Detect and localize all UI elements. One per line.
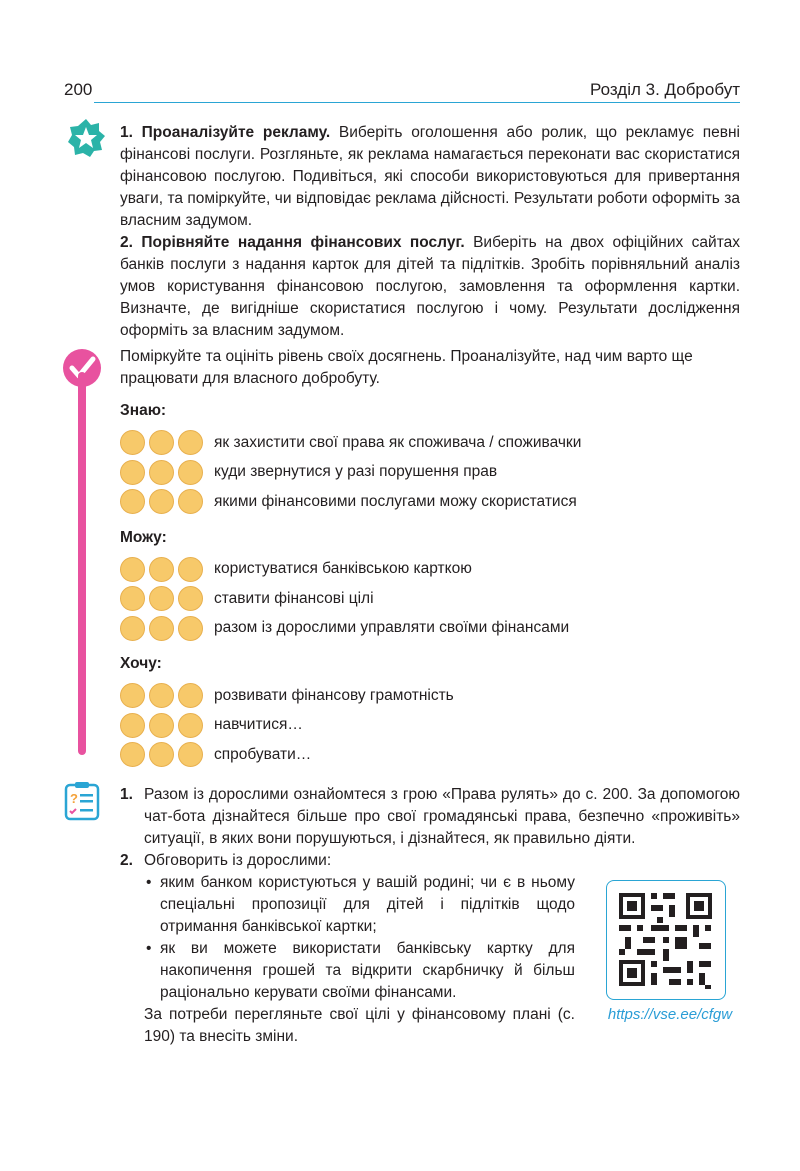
- coin-icon[interactable]: [149, 616, 174, 641]
- can-row: [120, 614, 740, 644]
- clipboard-icon: [63, 781, 101, 821]
- homework-number: 1.: [120, 786, 133, 803]
- homework-text: Разом із дорослими ознайомтеся з грою «Права рулять» до с. 200. За допомогою чат-бота дізнайтеся більше про свої громадянські права, безпечно «проживіть» ситуації, в яких вони порушуються, і дізнайтеся, як правильно діяти.: [144, 786, 740, 847]
- coin-icon[interactable]: [178, 586, 203, 611]
- rating-coins: [120, 742, 214, 767]
- want-item: спробувати…: [214, 745, 312, 763]
- homework-item-2-body: [144, 850, 331, 872]
- coin-icon[interactable]: [120, 586, 145, 611]
- want-row: [120, 740, 740, 770]
- homework-item-2: [120, 850, 575, 872]
- want-row: [120, 711, 740, 741]
- know-title: Знаю:: [120, 402, 167, 419]
- tasks-block: [120, 122, 740, 342]
- coin-icon[interactable]: [149, 586, 174, 611]
- know-row: [120, 428, 740, 458]
- rating-coins: [120, 683, 214, 708]
- bullet-text: яким банком користуються у вашій родині; чи є в ньому спеціальні пропозиції для дітей і підлітків щодо отримання банківської картки;: [160, 874, 575, 935]
- bullet-item: [120, 872, 575, 938]
- coin-icon[interactable]: [149, 489, 174, 514]
- task-2: [120, 232, 740, 342]
- header-divider: [94, 102, 740, 103]
- coin-icon[interactable]: [178, 742, 203, 767]
- coin-icon[interactable]: [149, 683, 174, 708]
- self-assessment-bar: [78, 372, 86, 755]
- task-1-title: 1. Проаналізуйте рекламу.: [120, 124, 331, 141]
- task-2-text: Виберіть на двох офіційних сайтах банків послуги з надання карток для дітей та підлітків. Зробіть порівняльний аналіз умов користування фінансовою послугою, замовлення та оформлення картки. Визначте, де вигідніше скористатися послугою і чому. Результати дослідження оформіть за власним задумом.: [120, 234, 740, 339]
- can-item: користуватися банківською карткою: [214, 560, 472, 578]
- can-item: разом із дорослими управляти своїми фінансами: [214, 619, 570, 637]
- task-1-text: Виберіть оголошення або ролик, що рекламує певні фінансові послуги. Розгляньте, як реклама намагається переконати вас скористатися фінансовою послугою. Подивіться, які способи використовуються для привертання уваги, та поміркуйте, чи відповідає реклама дійсності. Результати роботи оформіть за власним задумом.: [120, 124, 740, 229]
- homework-closing: За потреби перегляньте свої цілі у фінансовому плані (с. 190) та внесіть зміни.: [144, 1006, 575, 1045]
- coin-icon[interactable]: [149, 713, 174, 738]
- task-2-title: 2. Порівняйте надання фінансових послуг.: [120, 234, 465, 251]
- page-header: [64, 80, 740, 104]
- coin-icon[interactable]: [120, 713, 145, 738]
- svg-text:?: ?: [70, 791, 78, 806]
- know-item: куди звернутися у разі порушення прав: [214, 463, 498, 481]
- coin-icon[interactable]: [178, 683, 203, 708]
- qr-link[interactable]: https://vse.ee/cfgw: [607, 1006, 733, 1023]
- know-row: [120, 458, 740, 488]
- homework-item-1: [120, 784, 740, 850]
- can-item: ставити фінансові цілі: [214, 589, 374, 607]
- want-item: розвивати фінансову грамотність: [214, 686, 454, 704]
- homework-text: Обговорить із дорослими:: [144, 852, 332, 869]
- can-row: [120, 584, 740, 614]
- can-row: [120, 555, 740, 585]
- star-badge-icon: [66, 118, 106, 158]
- coin-icon[interactable]: [178, 460, 203, 485]
- coin-icon[interactable]: [149, 460, 174, 485]
- coin-icon[interactable]: [178, 713, 203, 738]
- page-number: 200: [64, 80, 93, 99]
- qr-pattern: [607, 881, 724, 998]
- rating-coins: [120, 586, 214, 611]
- task-1: [120, 122, 740, 232]
- rating-coins: [120, 489, 214, 514]
- homework-number: 2.: [120, 852, 133, 869]
- bullet-text: як ви можете використати банківську картку для накопичення грошей та відкрити скарбничку й більш раціонально керувати своїми фінансами.: [160, 940, 575, 1001]
- coin-icon[interactable]: [149, 430, 174, 455]
- want-title: Хочу:: [120, 655, 162, 672]
- coin-icon[interactable]: [178, 616, 203, 641]
- rating-coins: [120, 430, 214, 455]
- know-row: [120, 487, 740, 517]
- coin-icon[interactable]: [120, 489, 145, 514]
- bullet-dot: •: [146, 940, 152, 957]
- coin-icon[interactable]: [120, 616, 145, 641]
- rating-coins: [120, 557, 214, 582]
- coin-icon[interactable]: [120, 683, 145, 708]
- coin-icon[interactable]: [120, 557, 145, 582]
- bullet-dot: •: [146, 874, 152, 891]
- rating-coins: [120, 460, 214, 485]
- know-item: якими фінансовими послугами можу скористатися: [214, 492, 577, 510]
- assessment-intro: Поміркуйте та оцініть рівень своїх досягнень. Проаналізуйте, над чим варто ще працювати для власного добробуту.: [120, 348, 693, 387]
- coin-icon[interactable]: [149, 557, 174, 582]
- coin-icon[interactable]: [120, 460, 145, 485]
- self-assessment-block: [120, 346, 740, 770]
- want-item: навчитися…: [214, 716, 303, 734]
- homework-bullets: [120, 872, 575, 1048]
- qr-code[interactable]: [606, 880, 726, 1000]
- bullet-item: [120, 938, 575, 1004]
- rating-coins: [120, 616, 214, 641]
- coin-icon[interactable]: [178, 489, 203, 514]
- coin-icon[interactable]: [120, 742, 145, 767]
- know-item: як захистити свої права як споживача / споживачки: [214, 433, 582, 451]
- section-title: Розділ 3. Добробут: [590, 80, 740, 99]
- coin-icon[interactable]: [149, 742, 174, 767]
- want-row: [120, 681, 740, 711]
- coin-icon[interactable]: [120, 430, 145, 455]
- rating-coins: [120, 713, 214, 738]
- can-title: Можу:: [120, 528, 167, 546]
- coin-icon[interactable]: [178, 430, 203, 455]
- coin-icon[interactable]: [178, 557, 203, 582]
